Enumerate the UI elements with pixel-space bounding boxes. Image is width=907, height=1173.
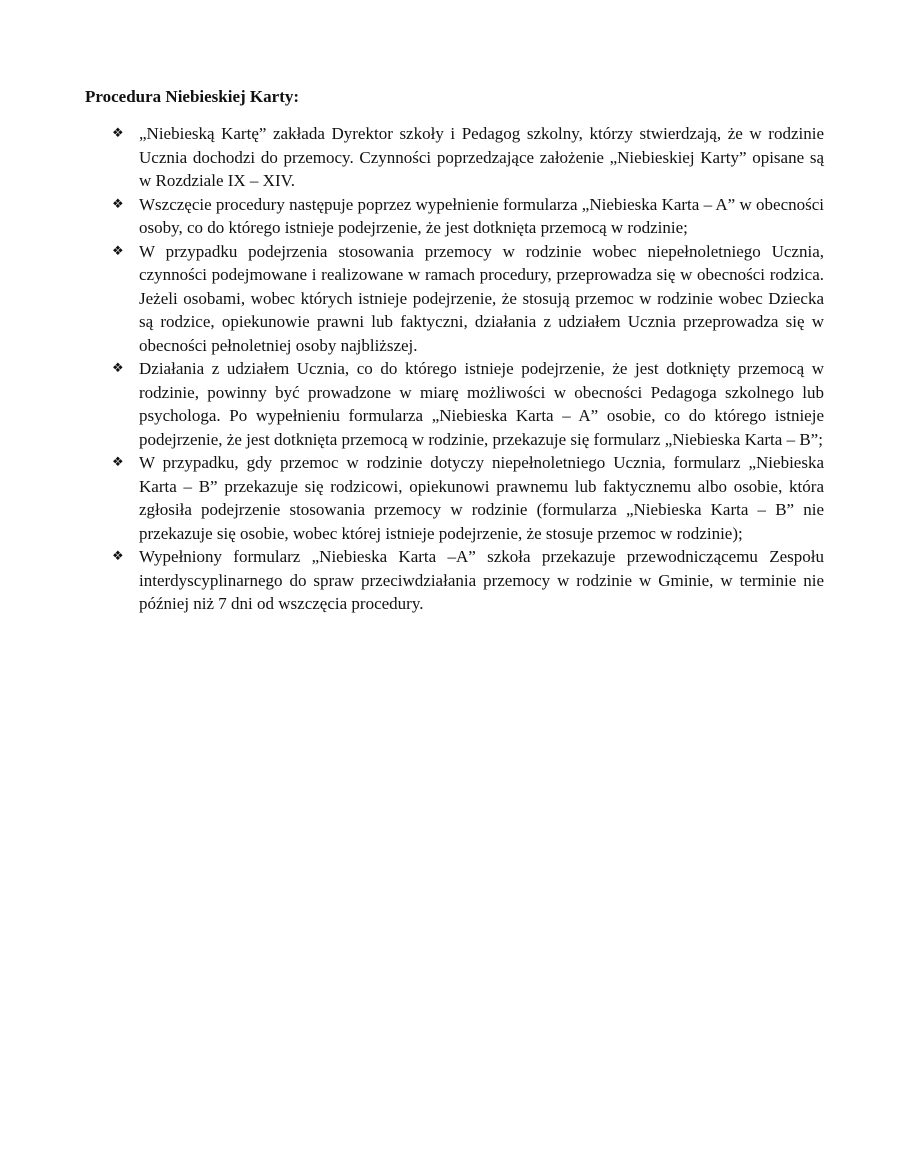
list-item-text: W przypadku, gdy przemoc w rodzinie dotyczy niepełnoletniego Ucznia, formularz „Niebieska Karta – B” przekazuje się rodzicowi, opiekunowi prawnemu lub faktycznemu albo osobie, która zgłosiła podejrzenie stosowania przemocy w rodzinie (formularza „Niebieska Karta – B” nie przekazuje się osobie, wobec której istnieje podejrzenie, że stosuje przemoc w rodzinie); xyxy=(139,453,824,543)
diamond-bullet-icon: ❖ xyxy=(112,361,124,376)
list-item-text: Wypełniony formularz „Niebieska Karta –A” szkoła przekazuje przewodniczącemu Zespołu interdyscyplinarnego do spraw przeciwdziałania przemocy w rodzinie w Gminie, w terminie nie później niż 7 dni od wszczęcia procedury. xyxy=(139,547,824,613)
diamond-bullet-icon: ❖ xyxy=(112,455,124,470)
list-item xyxy=(112,451,824,545)
list-item-text: W przypadku podejrzenia stosowania przemocy w rodzinie wobec niepełnoletniego Ucznia, czynności podejmowane i realizowane w ramach procedury, przeprowadza się w obecności rodzica. Jeżeli osobami, wobec których istnieje podejrzenie, że stosują przemoc w rodzinie wobec Dziecka są rodzice, opiekunowie prawni lub faktyczni, działania z udziałem Ucznia przeprowadza się w obecności pełnoletniej osoby najbliższej. xyxy=(139,241,824,355)
list-item-text: Działania z udziałem Ucznia, co do którego istnieje podejrzenie, że jest dotknięty przemocą w rodzinie, powinny być prowadzone w miarę możliwości w obecności Pedagoga szkolnego lub psychologa. Po wypełnieniu formularza „Niebieska Karta – A” osobie, co do którego istnieje podejrzenie, że jest dotknięta przemocą w rodzinie, przekazuje się formularz „Niebieska Karta – B”; xyxy=(139,359,824,449)
list-item-text: Wszczęcie procedury następuje poprzez wypełnienie formularza „Niebieska Karta – A” w obecności osoby, co do którego istnieje podejrzenie, że jest dotknięta przemocą w rodzinie; xyxy=(139,194,824,237)
diamond-bullet-icon: ❖ xyxy=(112,243,124,259)
list-item xyxy=(112,240,824,358)
list-item xyxy=(112,545,824,616)
list-item xyxy=(112,122,824,193)
list-item xyxy=(112,357,824,451)
diamond-bullet-icon: ❖ xyxy=(112,126,124,141)
diamond-bullet-icon: ❖ xyxy=(112,549,124,564)
procedure-list xyxy=(112,122,824,616)
diamond-bullet-icon: ❖ xyxy=(112,196,124,212)
list-item-text: „Niebieską Kartę” zakłada Dyrektor szkoły i Pedagog szkolny, którzy stwierdzają, że w rodzinie Ucznia dochodzi do przemocy. Czynności poprzedzające założenie „Niebieskiej Karty” opisane są w Rozdziale IX – XIV. xyxy=(139,124,824,190)
document-heading: Procedura Niebieskiej Karty: xyxy=(85,87,300,106)
list-item xyxy=(112,193,824,240)
